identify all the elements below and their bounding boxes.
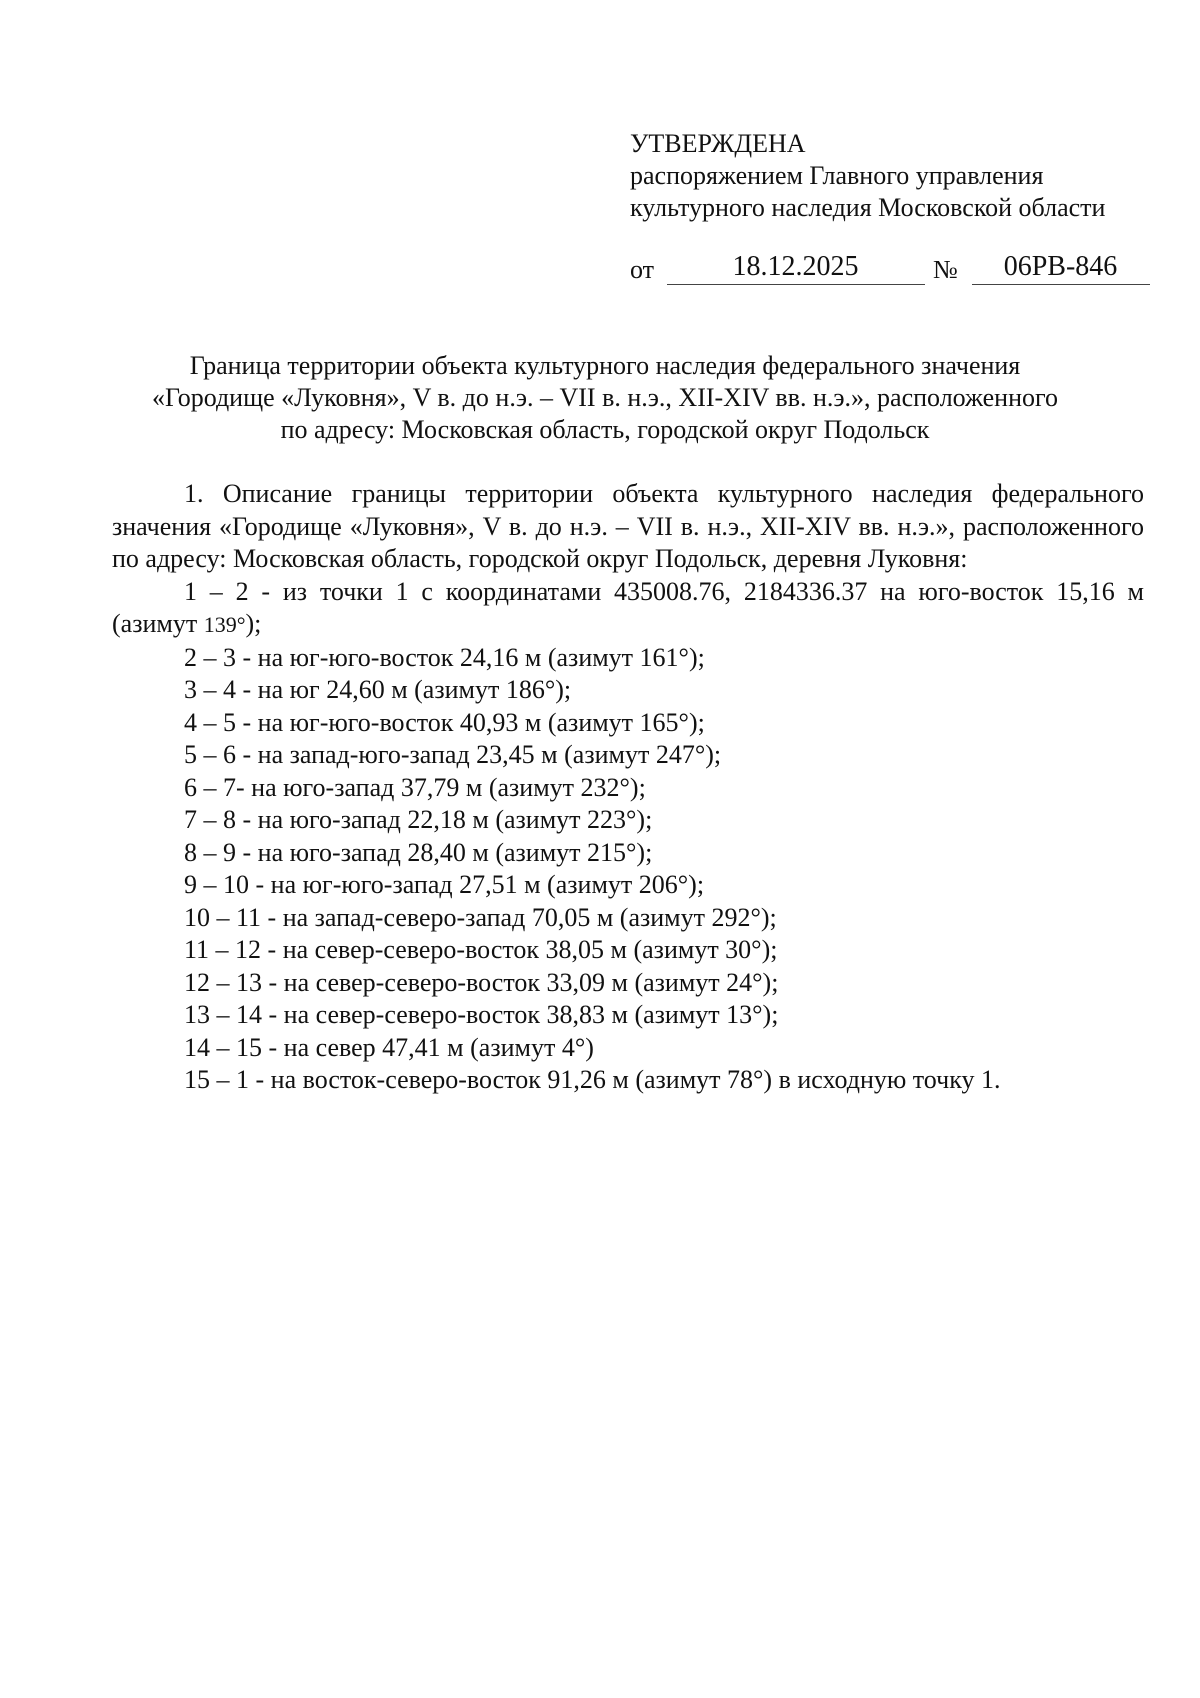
boundary-point: 5 – 6 - на запад-юго-запад 23,45 м (азимут 247°);: [184, 740, 722, 769]
boundary-point: 12 – 13 - на север-северо-восток 33,09 м (азимут 24°);: [184, 967, 779, 997]
order-date: 18.12.2025: [667, 250, 925, 285]
title-line: «Городище «Луковня», V в. до н.э. – VII в. н.э., XII-XIV вв. н.э.», расположенного: [151, 383, 1059, 412]
approval-authority-line: культурного наследия Московской области: [630, 193, 1106, 222]
boundary-point: 4 – 5 - на юг-юго-восток 40,93 м (азимут 165°);: [184, 707, 705, 737]
order-number: 06РВ-846: [972, 250, 1150, 285]
approval-stamp: [630, 128, 1105, 224]
title-line: Граница территории объекта культурного наследия федерального значения: [189, 351, 1021, 380]
boundary-description: [112, 478, 1144, 1097]
boundary-point: 14 – 15 - на север 47,41 м (азимут 4°): [184, 1032, 594, 1062]
document-title: [110, 350, 1100, 446]
boundary-point: 7 – 8 - на юго-запад 22,18 м (азимут 223°);: [184, 805, 653, 834]
order-reference: [630, 250, 1150, 285]
boundary-point: 11 – 12 - на север-северо-восток 38,05 м (азимут 30°);: [184, 935, 778, 964]
title-line: по адресу: Московская область, городской округ Подольск: [280, 415, 930, 444]
approval-heading: УТВЕРЖДЕНА: [630, 129, 806, 158]
intro-paragraph: 1. Описание границы территории объекта культурного наследия федерального значения «Городище «Луковня», V в. до н.э. – VII в. н.э., XII-XIV вв. н.э.», расположенного по адресу: Московская область, городской округ Подольск, деревня Луковня:: [112, 479, 1144, 573]
point-azimuth: 139°: [203, 612, 246, 637]
boundary-point: 13 – 14 - на север-северо-восток 38,83 м (азимут 13°);: [184, 1000, 779, 1029]
boundary-point: 15 – 1 - на восток-северо-восток 91,26 м (азимут 78°) в исходную точку 1.: [184, 1065, 1001, 1094]
order-date-label: от: [630, 255, 655, 284]
boundary-point: 8 – 9 - на юго-запад 28,40 м (азимут 215°);: [184, 837, 653, 867]
boundary-point: 2 – 3 - на юг-юго-восток 24,16 м (азимут 161°);: [184, 642, 705, 672]
boundary-point: 10 – 11 - на запад-северо-запад 70,05 м (азимут 292°);: [184, 902, 777, 932]
order-number-label: №: [933, 255, 958, 284]
point-text-end: );: [245, 609, 262, 638]
boundary-point: 6 – 7- на юго-запад 37,79 м (азимут 232°);: [184, 772, 646, 802]
boundary-point: 3 – 4 - на юг 24,60 м (азимут 186°);: [184, 675, 572, 704]
approval-authority-line: распоряжением Главного управления: [630, 161, 1044, 190]
point-text: 1 – 2 - из точки 1 с координатами 435008.76, 2184336.37 на юго-восток 15,16 м (азимут: [112, 576, 1144, 638]
boundary-point-first: [112, 576, 1144, 642]
boundary-point: 9 – 10 - на юг-юго-запад 27,51 м (азимут 206°);: [184, 870, 705, 899]
